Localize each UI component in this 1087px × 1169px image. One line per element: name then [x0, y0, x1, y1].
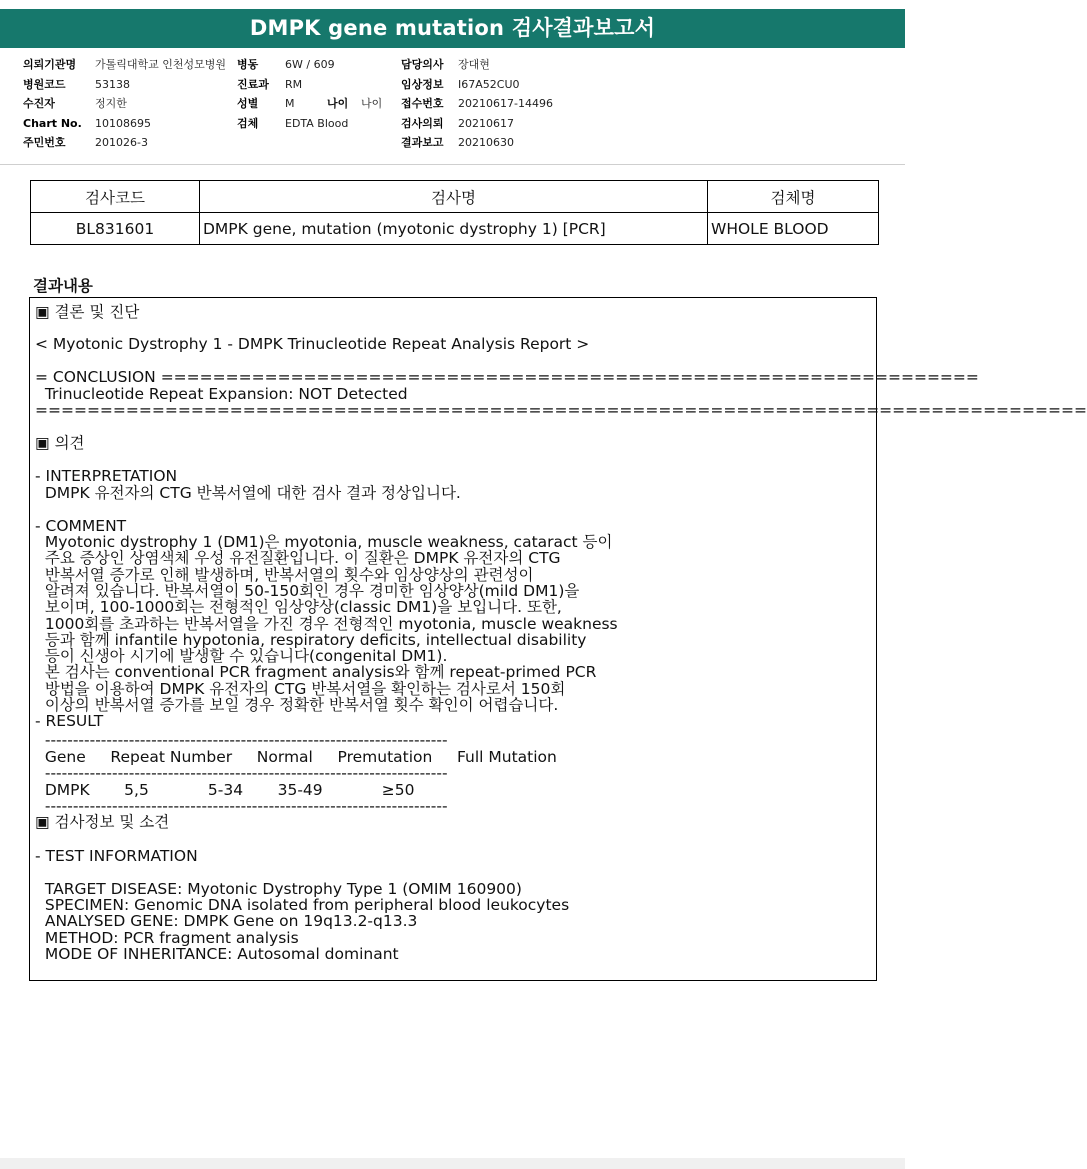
result-line: 방법을 이용하여 DMPK 유전자의 CTG 반복서열을 확인하는 검사로서 150회 [35, 680, 566, 698]
result-line: ------------------------------------------------------------------------ [35, 797, 448, 815]
table-header: 검체명 [708, 181, 879, 213]
footer-strip [0, 1158, 905, 1169]
result-line: - INTERPRETATION [35, 467, 178, 485]
result-line: - RESULT [35, 712, 104, 730]
table-cell: BL831601 [31, 213, 200, 245]
info-row [401, 134, 553, 154]
divider [0, 164, 905, 165]
section-heading: ▣ 의견 [35, 434, 85, 452]
result-line: MODE OF INHERITANCE: Autosomal dominant [35, 945, 399, 963]
result-line: ------------------------------------------------------------------------ [35, 731, 448, 749]
result-line: 반복서열 증가로 인해 발생하며, 반복서열의 횟수와 임상양상의 관련성이 [35, 566, 534, 584]
info-value: 가톨릭대학교 인천성모병원 [95, 58, 227, 71]
info-label: 진료과 [237, 77, 269, 91]
info-label: 담당의사 [401, 58, 444, 71]
info-label: 결과보고 [401, 136, 444, 149]
info-column-1 [23, 56, 226, 154]
info-row [237, 115, 382, 135]
info-value: I67A52CU0 [458, 77, 520, 91]
result-line: TARGET DISEASE: Myotonic Dystrophy Type 1 (OMIM 160900) [35, 880, 522, 898]
result-line: - TEST INFORMATION [35, 847, 198, 865]
info-row [237, 95, 382, 115]
info-label: 의뢰기관명 [23, 58, 77, 71]
info-value: 6W / 609 [285, 58, 335, 71]
info-row [401, 56, 553, 76]
result-line: 1000회를 초과하는 반복서열을 가진 경우 전형적인 myotonia, muscle weakness [35, 615, 618, 633]
info-row [23, 95, 226, 115]
info-value: 20210617-14496 [458, 97, 553, 110]
result-line: SPECIMEN: Genomic DNA isolated from peripheral blood leukocytes [35, 896, 570, 914]
info-value: RM [285, 77, 303, 91]
info-label: Chart No. [23, 116, 82, 130]
info-label: 검사의뢰 [401, 116, 444, 130]
info-row [401, 95, 553, 115]
result-content-box [29, 297, 1087, 981]
table-row [31, 213, 879, 245]
info-column-3 [401, 56, 553, 154]
result-line: 등과 함께 infantile hypotonia, respiratory deficits, intellectual disability [35, 631, 587, 649]
info-value: 20210617 [458, 116, 514, 130]
info-label: 임상정보 [401, 77, 444, 91]
info-label: 성별 [237, 97, 259, 110]
table-cell: DMPK gene, mutation (myotonic dystrophy 1) [PCR] [200, 213, 708, 245]
table-cell: WHOLE BLOOD [708, 213, 879, 245]
patient-info [0, 56, 905, 156]
table-header: 검사코드 [31, 181, 200, 213]
info-column-2 [237, 56, 382, 134]
info-label: 수진자 [23, 97, 55, 110]
info-row [401, 115, 553, 135]
result-line: - COMMENT [35, 517, 127, 535]
info-label: 검체 [237, 116, 259, 130]
result-line: DMPK 유전자의 CTG 반복서열에 대한 검사 결과 정상입니다. [35, 484, 461, 502]
result-line: < Myotonic Dystrophy 1 - DMPK Trinucleotide Repeat Analysis Report > [35, 335, 590, 353]
result-line: Gene Repeat Number Normal Premutation Full Mutation [35, 748, 557, 766]
info-value: 장대현 [458, 58, 490, 71]
info-value: EDTA Blood [285, 116, 349, 130]
result-line: ANALYSED GENE: DMPK Gene on 19q13.2-q13.3 [35, 912, 418, 930]
info-row [23, 56, 226, 76]
result-line: = CONCLUSION =============================================================== [35, 368, 979, 386]
info-value: M [285, 97, 295, 110]
result-line: 알려져 있습니다. 반복서열이 50-150회인 경우 경미한 임상양상(mild DM1)을 [35, 582, 580, 600]
info-label: 병원코드 [23, 77, 66, 91]
section-heading: ▣ 검사정보 및 소견 [35, 813, 170, 831]
result-line: Trinucleotide Repeat Expansion: NOT Detected [35, 385, 408, 403]
result-line: 주요 증상인 상염색체 우성 유전질환입니다. 이 질환은 DMPK 유전자의 CTG [35, 549, 561, 567]
result-line: 등이 신생아 시기에 발생할 수 있습니다(congenital DM1). [35, 647, 448, 665]
result-line: 이상의 반복서열 증가를 보일 경우 정확한 반복서열 횟수 확인이 어렵습니다. [35, 696, 559, 714]
info-label: 접수번호 [401, 97, 444, 110]
info-value: 10108695 [95, 116, 151, 130]
result-line: METHOD: PCR fragment analysis [35, 929, 299, 947]
age-value: 나이 [361, 97, 383, 110]
info-row [23, 76, 226, 96]
info-row [401, 76, 553, 96]
table-header-row [31, 181, 879, 213]
info-label: 주민번호 [23, 136, 66, 149]
result-line: ------------------------------------------------------------------------ [35, 764, 448, 782]
result-line: DMPK 5,5 5-34 35-49 ≥50 [35, 781, 415, 799]
info-value: 20210630 [458, 136, 514, 149]
table-header: 검사명 [200, 181, 708, 213]
test-table [30, 180, 879, 245]
section-heading: ▣ 결론 및 진단 [35, 303, 140, 321]
result-line: ================================================================================= [35, 401, 1087, 419]
info-row [237, 56, 382, 76]
info-value: 53138 [95, 77, 130, 91]
result-line: 보이며, 100-1000회는 전형적인 임상양상(classic DM1)을 보입니다. 또한, [35, 598, 562, 616]
info-value: 201026-3 [95, 136, 148, 149]
age-label: 나이 [327, 97, 349, 110]
result-heading: 결과내용 [33, 277, 93, 295]
result-line: Myotonic dystrophy 1 (DM1)은 myotonia, muscle weakness, cataract 등이 [35, 533, 613, 551]
info-row [23, 115, 226, 135]
report-title: DMPK gene mutation 검사결과보고서 [0, 9, 905, 48]
info-row [23, 134, 226, 154]
info-row [237, 76, 382, 96]
info-value: 정지한 [95, 97, 127, 110]
result-line: 본 검사는 conventional PCR fragment analysis와 함께 repeat-primed PCR [35, 663, 597, 681]
info-label: 병동 [237, 58, 259, 71]
